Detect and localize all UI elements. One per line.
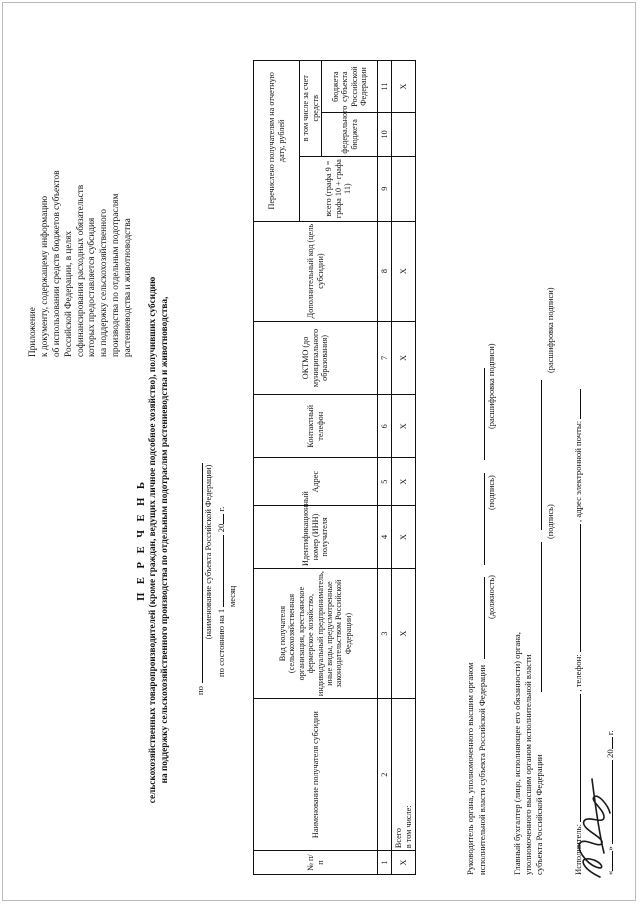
date-close-quote: » <box>605 846 615 851</box>
chief-decode-caption: (расшифровка подписи) <box>546 287 555 373</box>
date-suffix: г. <box>216 506 226 512</box>
chief-label-line3-text: субъекта Российской Федерации <box>534 754 545 875</box>
appendix-note <box>28 107 135 357</box>
chief-label-line3 <box>533 380 545 875</box>
head-label-line1: Руководитель органа, уполномоченного высшим органом <box>465 662 475 875</box>
appendix-line: производства по отдельным подотраслям <box>111 193 122 357</box>
appendix-line: Российской Федерации, в целях <box>63 230 74 357</box>
chief-label-line2: уполномоченного высшим органом исполнительной власти <box>522 654 533 875</box>
header-federal: федерального бюджета <box>322 113 378 156</box>
table-cell: X <box>392 458 416 506</box>
col-number: 3 <box>378 568 392 698</box>
appendix-line: софинансирования расходных обязательств <box>75 184 86 357</box>
col-number: 10 <box>378 113 392 156</box>
col-number: 4 <box>378 506 392 569</box>
decode-caption: (расшифровка подписи) <box>487 343 496 429</box>
signing-year: 20 <box>605 749 615 758</box>
header-kind: Вид получателя (сельскохозяйственная организация, крестьянское фермерское хозяйство, индивидуальный предприниматель, иные виды, предусмотренные законодательством Российской Федерации) <box>254 568 378 698</box>
chief-label-line1: Главный бухгалтер (лицо, исполняющее его обязанности) органа, <box>512 632 522 875</box>
phone-fill-line <box>572 524 581 652</box>
header-phone: Контактный телефон <box>254 395 378 458</box>
chief-accountant-label <box>512 380 545 875</box>
document-title <box>136 205 172 875</box>
date-open-quote: « <box>605 870 615 875</box>
phone-label: , телефон: <box>573 654 583 692</box>
appendix-line: к документу, содержащему информацию <box>39 195 50 357</box>
appendix-line: об использовании средств бюджетов субъектов <box>51 170 62 357</box>
year-fill-line <box>215 514 224 524</box>
date-prefix: по состоянию на 1 <box>216 608 226 677</box>
executor-label: Исполнитель: <box>573 823 583 875</box>
subject-prefix: по <box>195 686 205 695</box>
table-cell: X <box>392 321 416 395</box>
total-label: Всего <box>394 828 404 849</box>
col-number: 11 <box>378 61 392 113</box>
chief-sign-caption: (подпись) <box>546 504 555 539</box>
report-date-row <box>215 377 226 677</box>
total-label-cell <box>392 699 416 851</box>
appendix-line: Приложение <box>28 307 38 357</box>
subject-caption: (наименование субъекта Российской Федерации) <box>204 464 213 640</box>
recipients-table <box>253 60 416 875</box>
handwritten-signature <box>560 773 620 883</box>
title-word: П Е Р Е Ч Е Н Ь <box>136 479 147 601</box>
table-cell: X <box>392 61 416 113</box>
col-number: 8 <box>378 221 392 321</box>
appendix-line: растениеводства и животноводства <box>123 218 134 357</box>
header-address: Адрес <box>254 458 378 506</box>
head-label-line2 <box>476 368 488 875</box>
position-fill-line <box>476 577 485 659</box>
signature-fill-line <box>476 473 485 565</box>
table-cell: X <box>392 395 416 458</box>
col-number: 1 <box>378 851 392 875</box>
chief-signature-fill-line <box>533 542 542 692</box>
title-line-2: на поддержку сельскохозяйственного производства по отдельным подотраслям растениеводства и животноводства, <box>159 296 170 784</box>
appendix-line: на поддержку сельскохозяйственного <box>99 209 110 357</box>
sign-caption: (подпись) <box>487 475 496 510</box>
table-cell: X <box>392 221 416 321</box>
table-cell <box>392 113 416 156</box>
date-year: 20 <box>216 523 226 533</box>
header-inn: Идентификационный номер (ИНН) получателя <box>254 506 378 569</box>
col-number: 5 <box>378 458 392 506</box>
header-including: в том числе за счет средств <box>300 61 322 157</box>
month-fill-line <box>215 535 224 607</box>
year-fill-line-bottom <box>604 737 613 749</box>
signing-year-suffix: г. <box>605 730 615 736</box>
header-code: Дополнительный код (цель субсидии) <box>254 221 378 321</box>
head-signature-label <box>465 368 487 875</box>
email-label: , адрес электронной почты: <box>573 420 583 522</box>
header-transferred: Перечислено получателям на отчетную дату, рублей <box>254 61 300 222</box>
header-total: всего (графа 9 = графа 10 + графа 11) <box>300 156 378 221</box>
col-number: 9 <box>378 156 392 221</box>
decode-fill-line <box>476 368 485 460</box>
column-number-row <box>378 61 392 875</box>
table-cell <box>392 156 416 221</box>
head-label-line2-text: исполнительной власти субъекта Российской Федерации <box>476 664 487 875</box>
row-marker: X <box>392 851 416 875</box>
title-line-1: сельскохозяйственных товаропроизводителей (кроме граждан, ведущих личное подсобное хозяйство), получивших субсидию <box>148 276 159 804</box>
table-row <box>392 61 416 875</box>
including-label: в том числе: <box>403 805 413 849</box>
appendix-line: которых предоставляется субсидия <box>87 217 98 357</box>
table-cell: X <box>392 506 416 569</box>
col-number: 2 <box>378 699 392 851</box>
col-number: 7 <box>378 321 392 395</box>
header-num: № п/п <box>254 851 378 875</box>
header-oktmo: ОКТМО (до муниципального образования) <box>254 321 378 395</box>
position-caption: (должность) <box>487 575 496 619</box>
col-number: 6 <box>378 395 392 458</box>
month-caption: месяц <box>228 585 237 607</box>
header-regional: бюджета субъекта Российской Федерации <box>322 61 378 113</box>
email-fill-line <box>572 389 581 419</box>
chief-decode-fill-line <box>533 380 542 530</box>
table-cell: X <box>392 568 416 698</box>
header-name: Наименование получателя субсидии <box>254 699 378 851</box>
subject-fill-line <box>194 463 203 683</box>
